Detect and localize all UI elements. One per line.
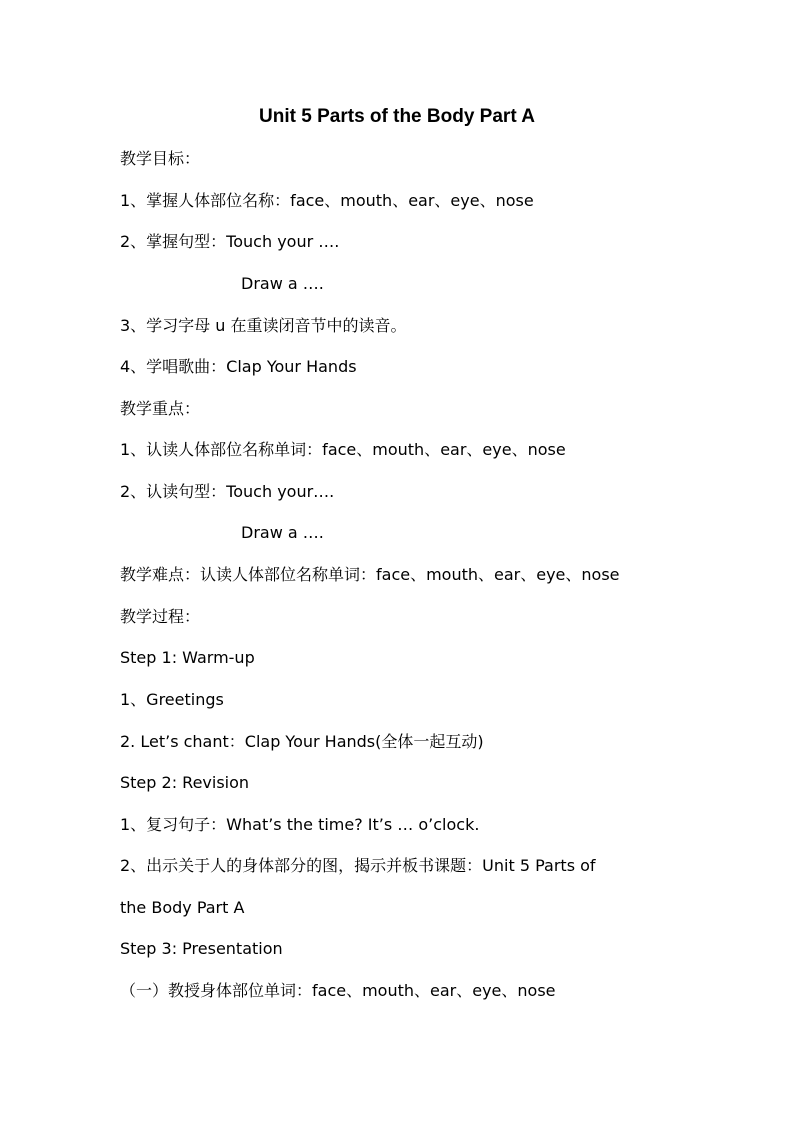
step-2-item-1: 1、复习句子：What’s the time? It’s … o’clock. — [120, 815, 480, 834]
step-1-heading: Step 1: Warm-up — [120, 648, 255, 667]
step-2-heading: Step 2: Revision — [120, 773, 250, 792]
objective-item-4: 4、学唱歌曲：Clap Your Hands — [120, 357, 357, 376]
step-3-heading: Step 3: Presentation — [120, 939, 283, 958]
section-heading-process: 教学过程： — [120, 607, 201, 626]
key-point-item-2-continued: Draw a …. — [241, 523, 324, 542]
objective-item-3: 3、学习字母 u 在重读闭音节中的读音。 — [120, 316, 407, 335]
document-title: Unit 5 Parts of the Body Part A — [259, 106, 535, 127]
objective-item-2-continued: Draw a …. — [241, 274, 324, 293]
step-1-item-1: 1、Greetings — [120, 690, 224, 709]
objective-item-1: 1、掌握人体部位名称：face、mouth、ear、eye、nose — [120, 191, 534, 210]
step-2-item-2-continued: the Body Part A — [120, 898, 245, 917]
objective-item-2: 2、掌握句型：Touch your …. — [120, 232, 340, 251]
section-heading-objectives: 教学目标： — [120, 149, 201, 168]
section-heading-difficulties: 教学难点：认读人体部位名称单词：face、mouth、ear、eye、nose — [120, 565, 620, 584]
key-point-item-2: 2、认读句型：Touch your…. — [120, 482, 335, 501]
key-point-item-1: 1、认读人体部位名称单词：face、mouth、ear、eye、nose — [120, 440, 566, 459]
section-heading-key-points: 教学重点： — [120, 399, 201, 418]
step-3-item-1: （一）教授身体部位单词：face、mouth、ear、eye、nose — [120, 981, 556, 1000]
step-2-item-2: 2、出示关于人的身体部分的图，揭示并板书课题：Unit 5 Parts of — [120, 856, 596, 875]
step-1-item-2: 2. Let’s chant：Clap Your Hands(全体一起互动) — [120, 732, 484, 751]
